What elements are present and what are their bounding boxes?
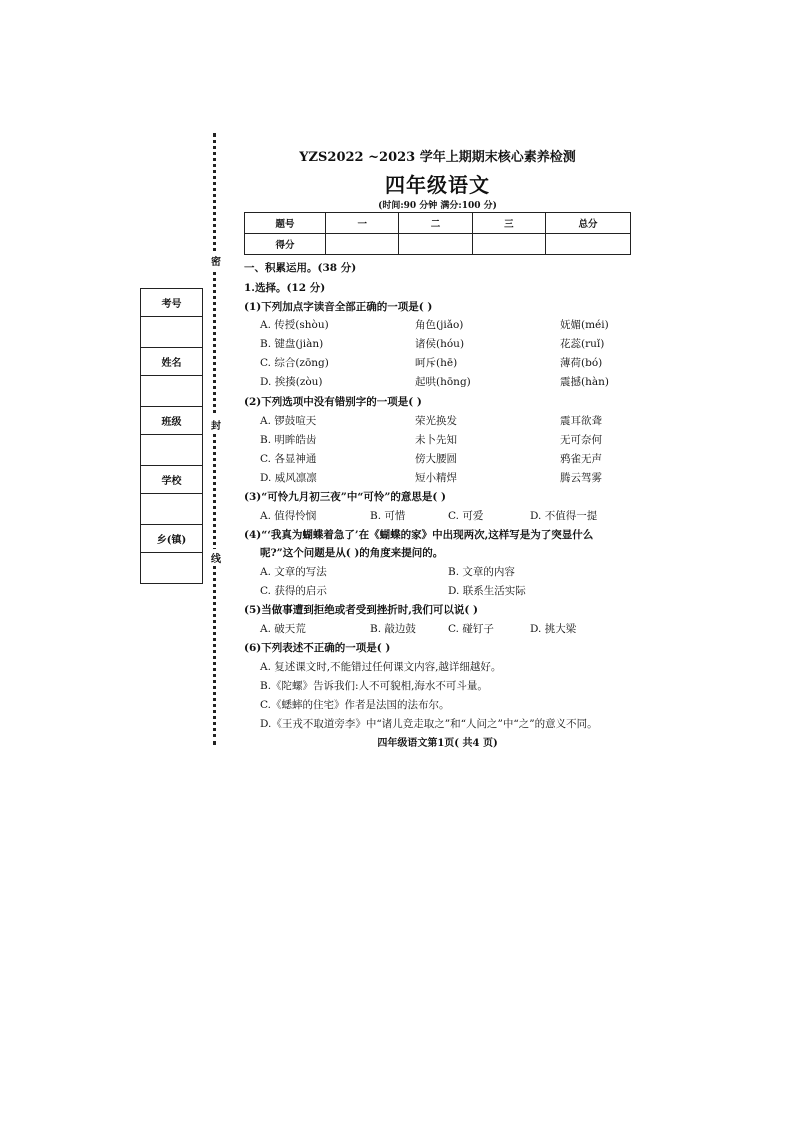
- q1-5-option-c: C. 碰钉子: [448, 623, 494, 635]
- q1-2-option-a1: A. 锣鼓喧天: [260, 415, 317, 427]
- score-header-part1: 一: [326, 213, 399, 234]
- q1-4-stem-line2: 呢?”这个问题是从( )的角度来提问的。: [260, 547, 444, 559]
- page-footer: 四年级语文第1页( 共4 页): [377, 738, 498, 749]
- q1-4-option-a: A. 文章的写法: [260, 566, 327, 578]
- subject-title: 四年级语文: [385, 173, 490, 197]
- q1-6-option-b: B.《陀螺》告诉我们:人不可貌相,海水不可斗量。: [260, 680, 488, 692]
- township-field[interactable]: [141, 553, 202, 583]
- section1-heading: 一、积累运用。(38 分): [244, 262, 357, 274]
- q1-3-option-d: D. 不值得一提: [530, 510, 598, 522]
- score-header-part3: 三: [472, 213, 545, 234]
- q1-1-option-d2: 起哄(hōng): [415, 376, 471, 388]
- seal-char-mi: 密: [211, 252, 221, 269]
- q1-5-option-d: D. 挑大梁: [530, 623, 577, 635]
- q1-1-option-b2: 诸侯(hóu): [415, 338, 465, 350]
- student-info-box: [140, 288, 203, 584]
- q1-1-option-c1: C. 综合(zōng): [260, 357, 329, 369]
- q1-3-stem: (3)“可怜九月初三夜”中“可怜”的意思是( ): [244, 491, 446, 503]
- label-school: 学校: [141, 466, 202, 494]
- label-exam-number: 考号: [141, 289, 202, 317]
- q1-1-option-a2: 角色(jiǎo): [415, 319, 464, 331]
- q1-2-option-d3: 腾云驾雾: [560, 472, 602, 484]
- score-table-score-row: [245, 234, 631, 255]
- q1-5-option-a: A. 破天荒: [260, 623, 306, 635]
- score-cell-part1[interactable]: [326, 234, 399, 255]
- q1-1-option-c3: 薄荷(bó): [560, 357, 603, 369]
- q1-2-option-c2: 傍大腰圆: [415, 453, 457, 465]
- q1-4-option-d: D. 联系生活实际: [448, 585, 526, 597]
- q1-3-option-b: B. 可惜: [370, 510, 406, 522]
- q1-4-option-b: B. 文章的内容: [448, 566, 515, 578]
- label-township: 乡(镇): [141, 525, 202, 553]
- score-cell-total[interactable]: [546, 234, 631, 255]
- exam-title: YZS2022 ~2023 学年上期期末核心素养检测: [299, 150, 576, 165]
- q1-6-option-d: D.《王戎不取道旁李》中“诸儿竞走取之”和“人问之”中“之”的意义不同。: [260, 718, 598, 730]
- school-field[interactable]: [141, 494, 202, 525]
- q1-2-option-b1: B. 明眸皓齿: [260, 434, 317, 446]
- q1-3-option-a: A. 值得怜悯: [260, 510, 317, 522]
- q1-1-option-d3: 震撼(hàn): [560, 376, 609, 388]
- q1-3-option-c: C. 可爱: [448, 510, 484, 522]
- q1-4-option-c: C. 获得的启示: [260, 585, 327, 597]
- q1-heading: 1.选择。(12 分): [244, 282, 326, 294]
- q1-1-option-b1: B. 键盘(jiàn): [260, 338, 324, 350]
- score-cell-part2[interactable]: [399, 234, 472, 255]
- q1-1-option-a1: A. 传授(shòu): [260, 319, 329, 331]
- seal-char-xian: 线: [211, 549, 221, 566]
- q1-6-option-c: C.《蟋蟀的住宅》作者是法国的法布尔。: [260, 699, 450, 711]
- score-header-item: 题号: [245, 213, 326, 234]
- score-header-total: 总分: [546, 213, 631, 234]
- label-class: 班级: [141, 407, 202, 435]
- class-field[interactable]: [141, 435, 202, 466]
- q1-2-option-a2: 荣光换发: [415, 415, 457, 427]
- q1-2-option-c3: 鸦雀无声: [560, 453, 602, 465]
- q1-1-option-c2: 呵斥(hē): [415, 357, 458, 369]
- name-field[interactable]: [141, 376, 202, 407]
- q1-2-option-d2: 短小精焊: [415, 472, 457, 484]
- q1-1-option-a3: 妩媚(méi): [560, 319, 609, 331]
- exam-time-and-score: (时间:90 分钟 满分:100 分): [378, 201, 497, 211]
- q1-5-stem: (5)当做事遭到拒绝或者受到挫折时,我们可以说( ): [244, 604, 478, 616]
- score-table: [244, 212, 631, 255]
- q1-1-option-d1: D. 挨揍(zòu): [260, 376, 323, 388]
- q1-2-option-a3: 震耳欲聋: [560, 415, 602, 427]
- binding-dotted-line: [213, 133, 216, 745]
- q1-2-option-c1: C. 各显神通: [260, 453, 317, 465]
- q1-1-stem: (1)下列加点字读音全部正确的一项是( ): [244, 301, 433, 313]
- q1-2-stem: (2)下列选项中没有错别字的一项是( ): [244, 396, 422, 408]
- score-row-label: 得分: [245, 234, 326, 255]
- score-cell-part3[interactable]: [472, 234, 545, 255]
- score-header-part2: 二: [399, 213, 472, 234]
- q1-6-stem: (6)下列表述不正确的一项是( ): [244, 642, 391, 654]
- score-table-header-row: [245, 213, 631, 234]
- q1-6-option-a: A. 复述课文时,不能错过任何课文内容,越详细越好。: [260, 661, 502, 673]
- q1-2-option-b2: 未卜先知: [415, 434, 457, 446]
- q1-2-option-d1: D. 威风凛凛: [260, 472, 317, 484]
- q1-4-stem-line1: (4)“‘我真为蝴蝶着急了’在《蝴蝶的家》中出现两次,这样写是为了突显什么: [244, 529, 594, 541]
- q1-2-option-b3: 无可奈何: [560, 434, 602, 446]
- exam-number-field[interactable]: [141, 317, 202, 348]
- seal-char-feng: 封: [211, 416, 221, 433]
- q1-1-option-b3: 花蕊(ruǐ): [560, 338, 605, 350]
- q1-5-option-b: B. 敲边鼓: [370, 623, 416, 635]
- label-name: 姓名: [141, 348, 202, 376]
